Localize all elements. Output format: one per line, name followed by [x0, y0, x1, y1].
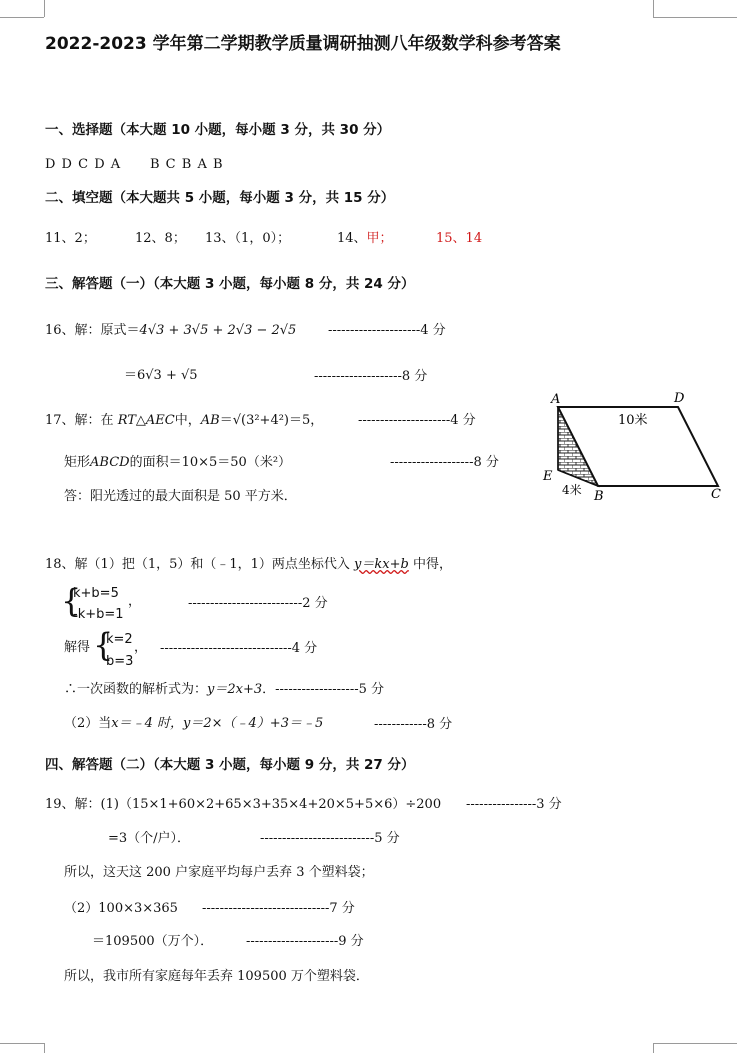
q19-line-2: =3（个/户）． — [108, 831, 191, 846]
fill-answer-13: 13、（1，0）； — [205, 231, 291, 246]
system-2-brace: { — [93, 626, 114, 664]
parallelogram-figure — [540, 390, 730, 505]
q17-rect-label: 矩形 — [64, 455, 91, 470]
q18-part2-x: x＝﹣4 时， — [111, 716, 184, 731]
crop-mark-bottom-left-v — [44, 1043, 45, 1053]
section-heading-solve-1: 三、解答题（一）（本大题 3 小题，每小题 8 分，共 24 分） — [45, 276, 415, 292]
q16-score-8: --------------------8 分 — [314, 369, 428, 384]
vertex-d: D — [674, 391, 685, 406]
system-2-eq-1: k=2 — [106, 632, 133, 647]
q18-score-2: --------------------------2 分 — [188, 596, 328, 611]
q16-line-1 — [45, 323, 296, 339]
vertex-b: B — [594, 489, 604, 504]
q17-text-a: 17、解：在 — [45, 413, 114, 428]
system-1-eq-2: -k+b=1 — [73, 607, 124, 622]
q19-score-9: ---------------------9 分 — [246, 934, 364, 949]
crop-mark-top-right-v — [653, 0, 654, 17]
label-top-length: 10米 — [618, 413, 648, 428]
q16-expression: 4√3 + 3√5 + 2√3 − 2√5 — [139, 323, 297, 338]
q18-function-eq: y＝2x+3 — [207, 682, 263, 697]
q18-solve-label: 解得 — [64, 640, 91, 655]
q17-ab-value: ＝√(3²+4²)＝5， — [219, 413, 324, 428]
q19-score-3: ----------------3 分 — [466, 797, 562, 812]
q17-answer: 答：阳光透过的最大面积是 50 平方米． — [64, 489, 297, 504]
q17-ab: AB — [200, 413, 220, 428]
q18-score-8: ------------8 分 — [374, 717, 453, 732]
system-2-eq-2: b=3 — [106, 654, 134, 669]
fill-answer-12: 12、8； — [135, 231, 186, 246]
q17-rect-name: ABCD — [90, 455, 130, 470]
q18-equation: y＝kx+b — [354, 557, 409, 572]
q17-triangle: RT△AEC — [117, 413, 175, 428]
section-heading-fill: 二、填空题（本大题共 5 小题，每小题 3 分，共 15 分） — [45, 190, 395, 206]
crop-mark-top-left-v — [44, 0, 45, 17]
fill-answer-11: 11、2； — [45, 231, 96, 246]
q19-line-6: 所以，我市所有家庭每年丢弃 109500 万个塑料袋． — [64, 969, 369, 984]
system-1-brace: { — [61, 582, 82, 620]
crop-mark-bottom-right-v — [653, 1043, 654, 1053]
q18-function-label: ∴一次函数的解析式为： — [64, 682, 208, 697]
q19-score-7: -----------------------------7 分 — [202, 901, 355, 916]
vertex-a: A — [551, 392, 561, 407]
crop-mark-top-left — [0, 17, 44, 18]
choice-answers-6-10: B C B A B — [150, 157, 224, 172]
fill-answer-14 — [337, 231, 393, 247]
system-2-comma: ， — [134, 640, 148, 655]
q19-line-3: 所以，这天这 200 户家庭平均每户丢弃 3 个塑料袋； — [64, 865, 374, 880]
q19-score-5: --------------------------5 分 — [260, 831, 400, 846]
q17-area: 的面积＝10×5＝50（米²） — [129, 455, 292, 470]
q18-part2-a: （2）当 — [64, 716, 112, 731]
fill-answer-14-value: 甲； — [366, 231, 393, 246]
system-1-eq-1: k+b=5 — [73, 586, 119, 601]
label-eb-length: 4米 — [562, 483, 582, 497]
q17-line-1 — [45, 413, 323, 429]
q18-part2-y: y＝2×（﹣4）+3＝﹣5 — [183, 716, 324, 731]
q19-line-1: 19、解：(1)（15×1+60×2+65×3+35×4+20×5+5×6）÷200 — [45, 797, 442, 812]
q18-part2-line — [64, 716, 323, 732]
q18-score-4: ------------------------------4 分 — [160, 641, 318, 656]
system-1-comma: ， — [128, 594, 142, 609]
q18-text: 18、解（1）把（1，5）和（﹣1，1）两点坐标代入 — [45, 557, 350, 572]
page-title: 2022-2023 学年第二学期教学质量调研抽测八年级数学科参考答案 — [45, 34, 561, 54]
q17-score-8: -------------------8 分 — [390, 455, 499, 470]
fill-answer-15: 15、14 — [436, 231, 483, 246]
q16-result: ＝6√3 + √5 — [124, 368, 198, 383]
q17-text-c: 中， — [174, 413, 201, 428]
crop-mark-bottom-left — [0, 1043, 44, 1044]
choice-answers-1-5: D D C D A — [45, 157, 122, 172]
crop-mark-top-right — [653, 17, 737, 18]
section-heading-solve-2: 四、解答题（二）（本大题 3 小题，每小题 9 分，共 27 分） — [45, 757, 415, 773]
q16-label: 16、解：原式＝ — [45, 323, 140, 338]
q17-line-2 — [64, 455, 291, 471]
q16-score-4: ---------------------4 分 — [328, 323, 446, 338]
crop-mark-bottom-right — [653, 1043, 737, 1044]
q18-line-1 — [45, 557, 452, 573]
fill-answer-14-number: 14、 — [337, 231, 367, 246]
q18-text-end: 中得， — [412, 557, 452, 572]
q19-line-4: （2）100×3×365 — [64, 901, 178, 916]
q18-function-line — [64, 682, 384, 698]
section-heading-choice: 一、选择题（本大题 10 小题，每小题 3 分，共 30 分） — [45, 122, 391, 138]
q19-line-5: ＝109500（万个）． — [92, 934, 214, 949]
vertex-c: C — [711, 487, 721, 502]
q17-score-4: ---------------------4 分 — [358, 413, 476, 428]
vertex-e: E — [543, 469, 553, 484]
q18-score-5: ．-------------------5 分 — [262, 682, 385, 697]
